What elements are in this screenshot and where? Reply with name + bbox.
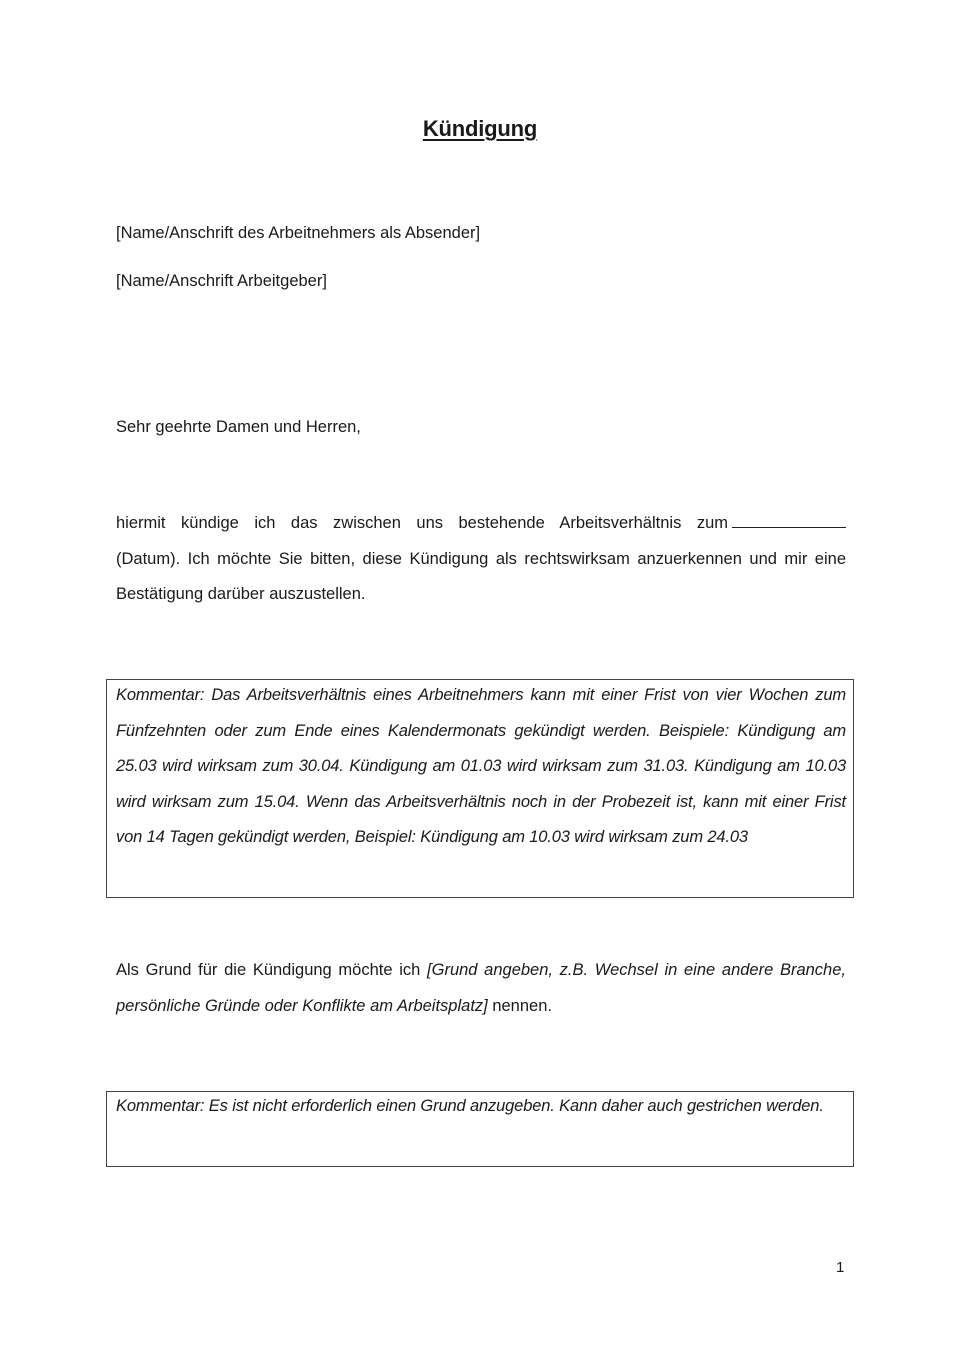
comment-text-notice-period: Kommentar: Das Arbeitsverhältnis eines Arbeitnehmers kann mit einer Frist von vier Wochen zum Fünfzehnten oder zum Ende eines Kalendermonats gekündigt werden. Beispiele: Kündigung am 25.03 wird wirksam zum 30.04. Kündigung am 01.03 wird wirksam zum 31.03. Kündigung am 10.03 wird wirksam zum 15.04. Wenn das Arbeitsverhältnis noch in der Probezeit ist, kann mit einer Frist von 14 Tagen gekündigt werden, Beispiel: Kündigung am 10.03 wird wirksam zum 24.03	[116, 686, 846, 846]
body-text-part1: hiermit kündige ich das zwischen uns bestehende Arbeitsverhältnis zum	[116, 514, 728, 532]
reason-suffix: nennen.	[487, 996, 552, 1015]
salutation: Sehr geehrte Damen und Herren,	[116, 418, 361, 436]
reason-prefix: Als Grund für die Kündigung möchte ich	[116, 961, 428, 979]
comment-box-notice-period	[106, 679, 854, 898]
body-first-line	[116, 506, 846, 542]
body-paragraph	[116, 506, 846, 613]
recipient-placeholder: [Name/Anschrift Arbeitgeber]	[116, 272, 327, 290]
comment-text-reason: Kommentar: Es ist nicht erforderlich einen Grund anzugeben. Kann daher auch gestrichen werden.	[116, 1097, 824, 1115]
document-title: Kündigung	[422, 116, 538, 141]
reason-paragraph	[116, 953, 846, 1024]
sender-placeholder: [Name/Anschrift des Arbeitnehmers als Absender]	[116, 224, 481, 242]
date-blank-line	[732, 526, 846, 528]
body-text-part2: (Datum). Ich möchte Sie bitten, diese Kündigung als rechtswirksam anzuerkennen und mir eine Bestätigung darüber auszustellen.	[116, 549, 846, 603]
reason-placeholder: [Grund angeben, z.B. Wechsel in eine andere Branche, persönliche Gründe oder Konflikte am Arbeitsplatz]	[116, 961, 846, 1015]
comment-box-reason	[106, 1091, 854, 1167]
page-number: 1	[836, 1259, 845, 1276]
